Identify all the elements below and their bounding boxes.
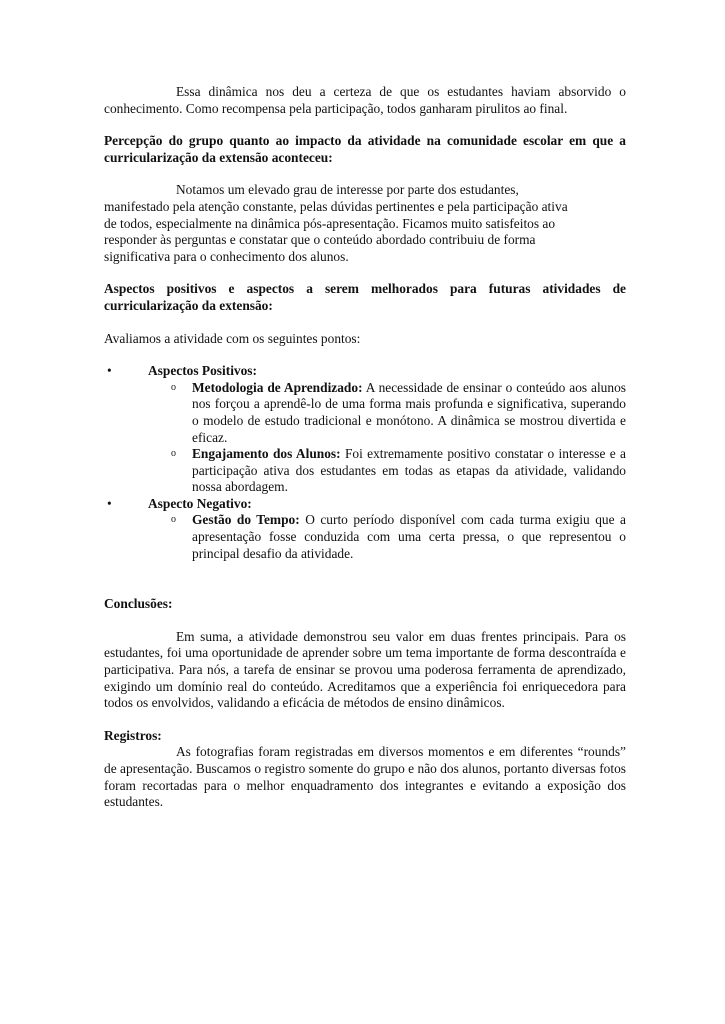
item-label: Metodologia de Aprendizado: — [192, 379, 363, 395]
list-item — [148, 380, 626, 446]
group-title: Aspecto Negativo: — [148, 495, 252, 511]
aspects-group-negative — [104, 496, 626, 562]
conclusions-heading: Conclusões: — [104, 596, 173, 612]
impact-paragraph — [104, 182, 626, 265]
impact-line: responder às perguntas e constatar que o conteúdo abordado contribuiu de forma — [104, 232, 536, 248]
aspects-intro: Avaliamos a atividade com os seguintes pontos: — [104, 330, 361, 346]
circle-bullet-icon: o — [171, 514, 176, 526]
circle-bullet-icon: o — [171, 381, 176, 393]
impact-line: de todos, especialmente na dinâmica pós-apresentação. Ficamos muito satisfeitos ao — [104, 215, 556, 231]
aspects-heading: Aspectos positivos e aspectos a serem melhorados para futuras atividades de curricularização da extensão: — [104, 281, 626, 313]
bullet-icon: • — [107, 495, 112, 511]
sub-list — [148, 512, 626, 562]
records-paragraph: As fotografias foram registradas em diversos momentos e em diferentes “rounds” de apresentação. Buscamos o registro somente do grupo e não dos alunos, portanto diversas fotos foram recortadas para o melhor enquadramento dos integrantes e evitando a exposição dos estudantes. — [104, 744, 626, 810]
aspects-list — [104, 363, 626, 562]
impact-heading: Percepção do grupo quanto ao impacto da atividade na comunidade escolar em que a curricularização da extensão aconteceu: — [104, 133, 626, 165]
document-page — [104, 84, 626, 811]
item-label: Engajamento dos Alunos: — [192, 446, 341, 462]
sub-list — [148, 380, 626, 496]
item-text: O curto período disponível com cada turma exigiu que a apresentação fosse conduzida com uma certa pressa, o que representou o principal desafio da atividade. — [192, 512, 627, 561]
item-label: Gestão do Tempo: — [192, 512, 300, 528]
bullet-icon: • — [107, 363, 112, 379]
records-heading: Registros: — [104, 727, 162, 743]
conclusions-paragraph: Em suma, a atividade demonstrou seu valor em duas frentes principais. Para os estudantes, foi uma oportunidade de aprender sobre um tema importante de forma descontraída e participativa. Para nós, a tarefa de ensinar se provou uma poderosa ferramenta de aprendizado, exigindo um domínio real do conteúdo. Acreditamos que a experiência foi enriquecedora para todos os envolvidos, validando a eficácia de métodos de ensino dinâmicos. — [104, 628, 626, 711]
aspects-group-positive — [104, 363, 626, 496]
circle-bullet-icon: o — [171, 448, 176, 460]
list-item — [148, 512, 626, 562]
impact-line: significativa para o conhecimento dos alunos. — [104, 248, 349, 264]
item-text: Foi extremamente positivo constatar o interesse e a participação ativa dos estudantes em todas as etapas da atividade, validando nossa abordagem. — [192, 446, 626, 495]
intro-paragraph: Essa dinâmica nos deu a certeza de que os estudantes haviam absorvido o conhecimento. Como recompensa pela participação, todos ganharam pirulitos ao final. — [104, 84, 626, 116]
impact-line: manifestado pela atenção constante, pelas dúvidas pertinentes e pela participação ativa — [104, 198, 568, 214]
list-item — [148, 446, 626, 496]
impact-line: Notamos um elevado grau de interesse por parte dos estudantes, — [176, 182, 519, 198]
item-text: A necessidade de ensinar o conteúdo aos alunos nos forçou a aprendê-lo de uma forma mais profunda e significativa, superando o modelo de estudo tradicional e monótono. A dinâmica se mostrou divertida e eficaz. — [192, 379, 626, 445]
group-title: Aspectos Positivos: — [148, 363, 257, 379]
